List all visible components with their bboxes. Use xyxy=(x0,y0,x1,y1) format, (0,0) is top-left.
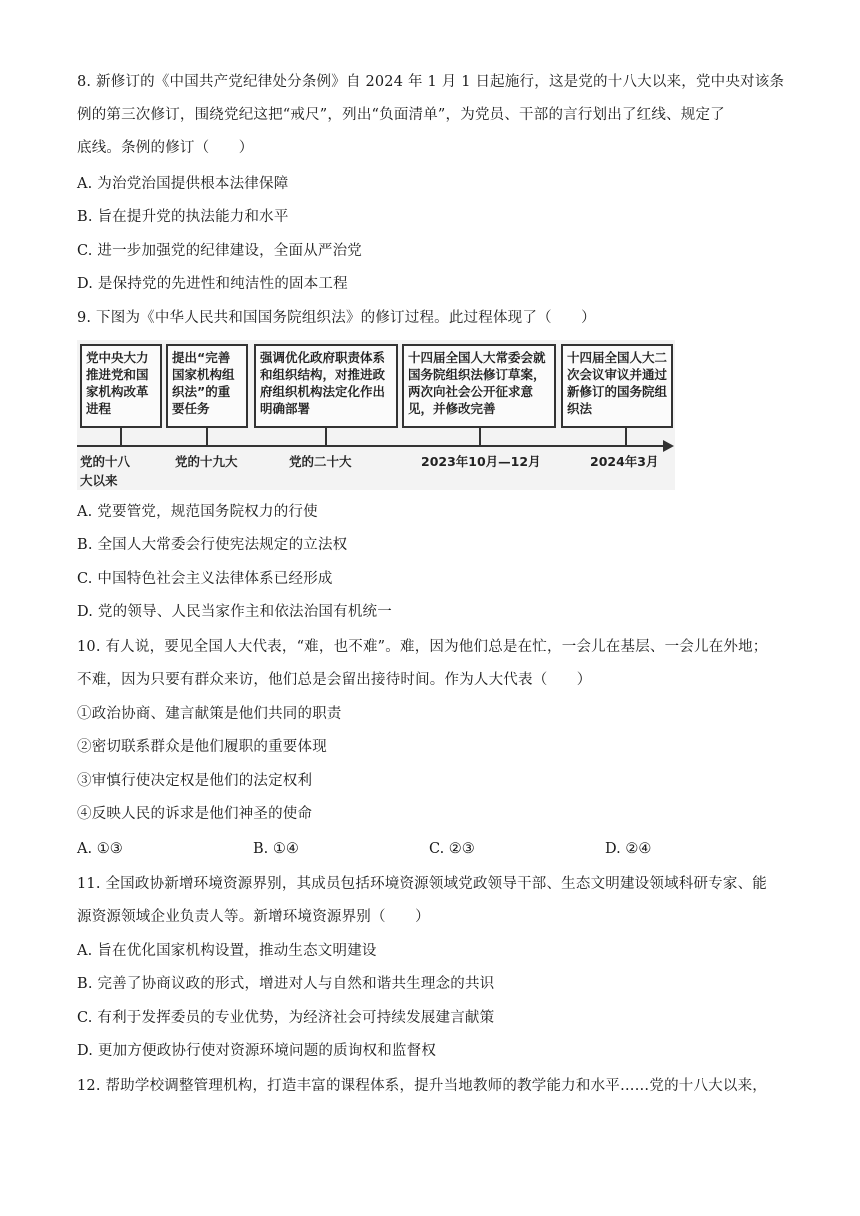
q10-stem-line-1: 10. 有人说，要见全国人大代表，“难，也不难”。难，因为他们总是在忙，一会儿在基层、一会儿在外地； xyxy=(77,639,768,655)
q11-option-d[interactable]: D. 更加方便政协行使对资源环境问题的质询权和监督权 xyxy=(77,1043,437,1059)
timeline-label-4: 2023年10月—12月 xyxy=(421,454,541,469)
q10-choice-b[interactable]: B. ①④ xyxy=(253,841,299,857)
q9-timeline-figure xyxy=(77,340,675,490)
q11-option-b[interactable]: B. 完善了协商议政的形式，增进对人与自然和谐共生理念的共识 xyxy=(77,976,495,992)
timeline-box-4: 十四届全国人大常委会就国务院组织法修订草案，两次向社会公开征求意见，并修改完善 xyxy=(402,344,556,428)
q10-statement-3: ③审慎行使决定权是他们的法定权利 xyxy=(77,773,313,789)
q9-option-b[interactable]: B. 全国人大常委会行使宪法规定的立法权 xyxy=(77,537,348,553)
q9-option-d[interactable]: D. 党的领导、人民当家作主和依法治国有机统一 xyxy=(77,604,392,620)
q8-option-c[interactable]: C. 进一步加强党的纪律建设，全面从严治党 xyxy=(77,243,362,259)
q10-choice-a[interactable]: A. ①③ xyxy=(77,841,123,857)
q10-statement-4: ④反映人民的诉求是他们神圣的使命 xyxy=(77,806,313,822)
q9-option-c[interactable]: C. 中国特色社会主义法律体系已经形成 xyxy=(77,571,333,587)
q10-choice-d[interactable]: D. ②④ xyxy=(605,841,652,857)
q10-stem-line-2: 不难，因为只要有群众来访，他们总是会留出接待时间。作为人大代表（ ） xyxy=(77,672,592,688)
q8-option-b[interactable]: B. 旨在提升党的执法能力和水平 xyxy=(77,209,289,225)
q10-statement-1: ①政治协商、建言献策是他们共同的职责 xyxy=(77,706,342,722)
timeline-axis xyxy=(77,445,665,447)
q10-choice-c[interactable]: C. ②③ xyxy=(429,841,475,857)
q11-stem-line-1: 11. 全国政协新增环境资源界别，其成员包括环境资源领域党政领导干部、生态文明建设领域科研专家、能 xyxy=(77,876,767,892)
q10-choices xyxy=(77,833,787,865)
timeline-box-2: 提出“完善国家机构组织法”的重要任务 xyxy=(166,344,248,428)
q8-stem-line-2: 例的第三次修订，围绕党纪这把“戒尺”，列出“负面清单”，为党员、干部的言行划出了红线、规定了 xyxy=(77,107,725,123)
timeline-tick-4 xyxy=(479,428,481,446)
q8-option-a[interactable]: A. 为治党治国提供根本法律保障 xyxy=(77,176,289,192)
q9-option-a[interactable]: A. 党要管党，规范国务院权力的行使 xyxy=(77,504,318,520)
q8-stem-line-3: 底线。条例的修订（ ） xyxy=(77,140,254,156)
timeline-box-1: 党中央大力推进党和国家机构改革进程 xyxy=(80,344,162,428)
q8-option-d[interactable]: D. 是保持党的先进性和纯洁性的固本工程 xyxy=(77,276,348,292)
q10-statement-2: ②密切联系群众是他们履职的重要体现 xyxy=(77,739,327,755)
timeline-label-5: 2024年3月 xyxy=(590,454,659,469)
q11-stem-line-2: 源资源领域企业负责人等。新增环境资源界别（ ） xyxy=(77,909,430,925)
timeline-box-3: 强调优化政府职责体系和组织结构，对推进政府组织机构法定化作出明确部署 xyxy=(254,344,398,428)
timeline-tick-1 xyxy=(120,428,122,446)
timeline-label-2: 党的十九大 xyxy=(175,454,238,469)
timeline-box-5: 十四届全国人大二次会议审议并通过新修订的国务院组织法 xyxy=(561,344,673,428)
timeline-tick-5 xyxy=(625,428,627,446)
timeline-tick-3 xyxy=(325,428,327,446)
timeline-arrow-icon xyxy=(663,440,674,452)
q11-option-c[interactable]: C. 有利于发挥委员的专业优势，为经济社会可持续发展建言献策 xyxy=(77,1010,495,1026)
q9-stem: 9. 下图为《中华人民共和国国务院组织法》的修订过程。此过程体现了（ ） xyxy=(77,310,596,326)
q12-stem-line-1: 12. 帮助学校调整管理机构，打造丰富的课程体系，提升当地教师的教学能力和水平……党的十八大以来， xyxy=(77,1078,767,1094)
q8-stem-line-1: 8. 新修订的《中国共产党纪律处分条例》自 2024 年 1 月 1 日起施行，这是党的十八大以来，党中央对该条 xyxy=(77,74,785,90)
timeline-label-1: 党的十八大以来 xyxy=(80,454,131,488)
timeline-tick-2 xyxy=(206,428,208,446)
timeline-label-3: 党的二十大 xyxy=(289,454,352,469)
q11-option-a[interactable]: A. 旨在优化国家机构设置，推动生态文明建设 xyxy=(77,943,377,959)
